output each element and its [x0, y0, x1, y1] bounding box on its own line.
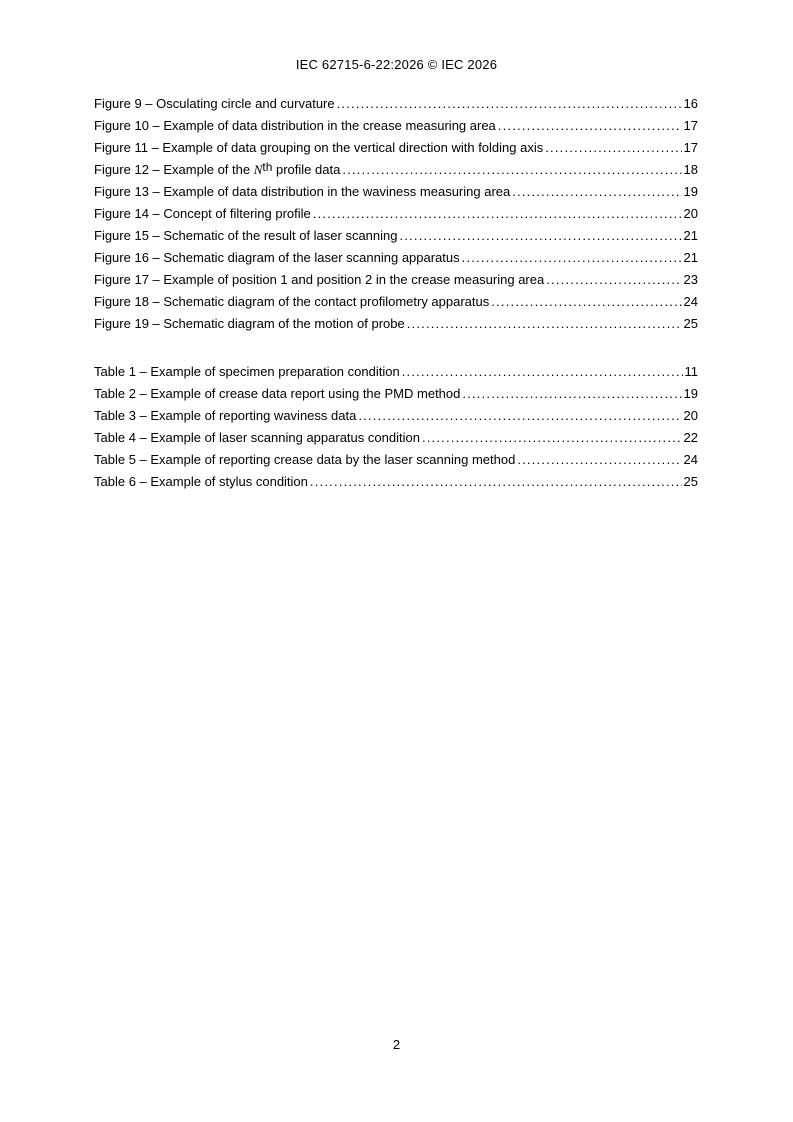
- toc-entry-label-suffix: profile data: [272, 162, 341, 177]
- toc-entry-figure-10[interactable]: [94, 115, 698, 137]
- toc-entry-page: 17: [683, 118, 698, 133]
- toc-entry-table-6[interactable]: [94, 471, 698, 493]
- dot-leader: [517, 449, 681, 471]
- toc-entry-page: 24: [683, 294, 698, 309]
- toc-entry-page: 18: [683, 162, 698, 177]
- toc-entry-figure-15[interactable]: [94, 225, 698, 247]
- list-of-tables: [94, 361, 698, 493]
- toc-entry-figure-17[interactable]: [94, 269, 698, 291]
- dot-leader: [400, 225, 682, 247]
- dot-leader: [512, 181, 681, 203]
- toc-entry-label: Figure 11 – Example of data grouping on the vertical direction with folding axis: [94, 140, 544, 155]
- toc-entry-page: 20: [683, 408, 698, 423]
- toc-entry-table-1[interactable]: [94, 361, 698, 383]
- dot-leader: [422, 427, 682, 449]
- toc-entry-label: Table 4 – Example of laser scanning apparatus condition: [94, 430, 420, 445]
- toc-entry-table-4[interactable]: [94, 427, 698, 449]
- toc-entry-label: Figure 13 – Example of data distribution in the waviness measuring area: [94, 184, 511, 199]
- dot-leader: [491, 291, 681, 313]
- toc-entry-label: Figure 17 – Example of position 1 and position 2 in the crease measuring area: [94, 272, 545, 287]
- toc-entry-page: 22: [683, 430, 698, 445]
- toc-entry-figure-16[interactable]: [94, 247, 698, 269]
- toc-entry-label: Table 5 – Example of reporting crease data by the laser scanning method: [94, 452, 516, 467]
- toc-entry-label: Figure 14 – Concept of filtering profile: [94, 206, 311, 221]
- toc-entry-page: 20: [683, 206, 698, 221]
- dot-leader: [462, 247, 682, 269]
- toc-entry-figure-14[interactable]: [94, 203, 698, 225]
- page-number: 2: [392, 1037, 401, 1052]
- toc-entry-label-prefix: Figure 12 – Example of the: [94, 162, 254, 177]
- toc-entry-figure-12[interactable]: [94, 159, 698, 181]
- toc-entry-figure-11[interactable]: [94, 137, 698, 159]
- toc-entry-table-2[interactable]: [94, 383, 698, 405]
- toc-entry-table-3[interactable]: [94, 405, 698, 427]
- dot-leader: [402, 361, 683, 383]
- toc-entry-page: 17: [683, 140, 698, 155]
- dot-leader: [337, 93, 682, 115]
- toc-entry-label: Figure 9 – Osculating circle and curvature: [94, 96, 335, 111]
- list-of-figures: [94, 93, 698, 335]
- toc-entry-page: 21: [683, 250, 698, 265]
- dot-leader: [545, 137, 681, 159]
- dot-leader: [498, 115, 682, 137]
- toc-entry-label: Figure 16 – Schematic diagram of the laser scanning apparatus: [94, 250, 460, 265]
- superscript-th: th: [262, 160, 273, 174]
- dot-leader: [358, 405, 681, 427]
- dot-leader: [407, 313, 682, 335]
- toc-entry-figure-13[interactable]: [94, 181, 698, 203]
- toc-entry-page: 25: [683, 316, 698, 331]
- toc-entry-label: Table 6 – Example of stylus condition: [94, 474, 308, 489]
- toc-entry-page: 23: [683, 272, 698, 287]
- toc-entry-page: 19: [683, 184, 698, 199]
- toc-entry-figure-19[interactable]: [94, 313, 698, 335]
- toc-entry-page: 16: [683, 96, 698, 111]
- toc-entry-page: 25: [683, 474, 698, 489]
- dot-leader: [546, 269, 681, 291]
- dot-leader: [313, 203, 682, 225]
- toc-entry-label: Table 3 – Example of reporting waviness data: [94, 408, 357, 423]
- dot-leader: [462, 383, 681, 405]
- toc-entry-figure-9[interactable]: [94, 93, 698, 115]
- dot-leader: [342, 159, 681, 181]
- toc-entry-table-5[interactable]: [94, 449, 698, 471]
- toc-entry-figure-18[interactable]: [94, 291, 698, 313]
- page-header: IEC 62715-6-22:2026 © IEC 2026: [295, 57, 498, 72]
- toc-entry-page: 21: [683, 228, 698, 243]
- toc-entry-page: 19: [683, 386, 698, 401]
- toc-entry-label: Figure 10 – Example of data distribution in the crease measuring area: [94, 118, 496, 133]
- toc-entry-label: [94, 159, 340, 181]
- toc-entry-page: 24: [683, 452, 698, 467]
- toc-entry-label: Figure 19 – Schematic diagram of the motion of probe: [94, 316, 405, 331]
- toc-entry-label: Table 1 – Example of specimen preparation condition: [94, 364, 400, 379]
- toc-entry-page: 11: [684, 364, 698, 379]
- math-variable-n: N: [253, 162, 263, 177]
- toc-entry-label: Table 2 – Example of crease data report using the PMD method: [94, 386, 461, 401]
- dot-leader: [310, 471, 682, 493]
- toc-entry-label: Figure 15 – Schematic of the result of laser scanning: [94, 228, 398, 243]
- toc-entry-label: Figure 18 – Schematic diagram of the contact profilometry apparatus: [94, 294, 490, 309]
